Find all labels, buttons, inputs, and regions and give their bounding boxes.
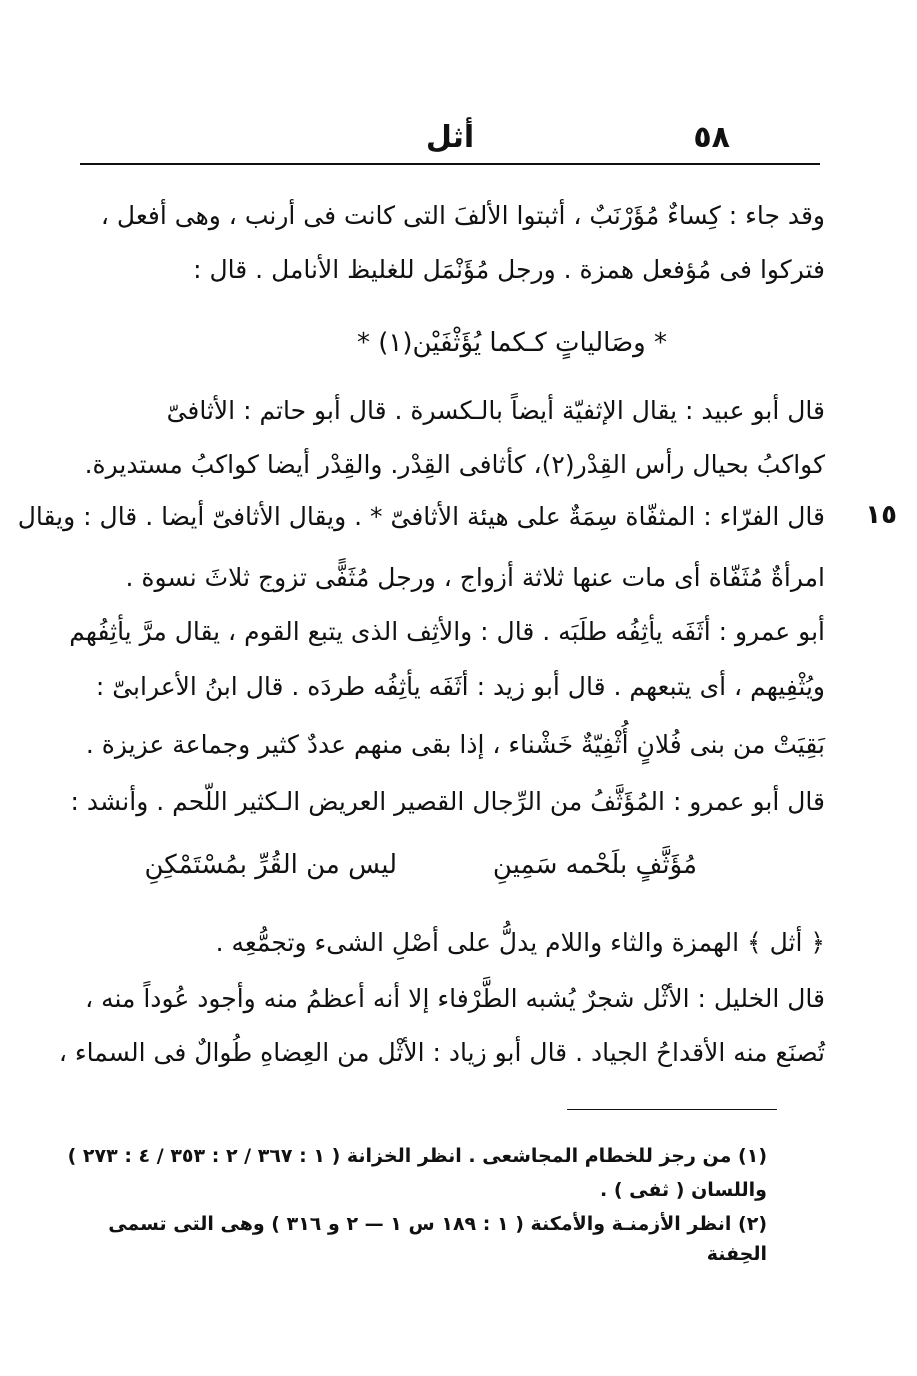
verse-2-second-hemistich: مُؤَثَّفٍ بلَحْمه سَمِينِ xyxy=(492,850,697,880)
text-line-6: امرأةٌ مُثَفّاة أى مات عنها ثلاثة أزواج ، ورجل مُثَفًّى تزوج ثلاثَ نسوة . xyxy=(125,563,825,592)
page-header xyxy=(80,112,820,162)
text-line-5: قال الفرّاء : المثفّاة سِمَةٌ على هيئة الأثافىّ * . ويقال الأثافىّ أيضا . قال : ويقال xyxy=(17,502,825,531)
text-line-9: بَقِيَتْ من بنى فُلانٍ أُثْفِيّةٌ خَشْناء ، إذا بقى منهم عددٌ كثير وجماعة عزيزة . xyxy=(85,730,825,759)
text-line-12: تُصنَع منه الأقداحُ الجياد . قال أبو زياد : الأثْل من العِضاهِ طُوالٌ فى السماء ، xyxy=(58,1038,825,1067)
verse-2-first-hemistich: ليس من القُرِّ بمُسْتَمْكِنِ xyxy=(144,850,397,880)
footnote-2-line-1: (٢) انظر الأزمنـة والأمكنة ( ١ : ١٨٩ س ١ — ٢ و ٣١٦ ) وهى التى تسمى xyxy=(108,1213,767,1235)
text-line-2: فتركوا فى مُؤفعل همزة . ورجل مُؤَنْمَل للغليظ الأنامل . قال : xyxy=(193,255,825,284)
footnote-1-line-2: واللسان ( ثفى ) . xyxy=(600,1179,767,1201)
text-line-10: قال أبو عمرو : المُؤَثَّفُ من الرِّجال القصير العريض الـكثير اللّحم . وأنشد : xyxy=(70,787,825,816)
verse-1: * وصَالياتٍ كـكما يُؤَثْفَيْن(١) * xyxy=(356,328,667,358)
footnote-1-line-1: (١) من رجز للخطام المجاشعى . انظر الخزانة ( ١ : ٣٦٧ / ٢ : ٣٥٣ / ٤ : ٢٧٣ ) xyxy=(67,1145,767,1167)
text-line-8: ويُثْفِيهم ، أى يتبعهم . قال أبو زيد : أثَفَه يأثِفُه طردَه . قال ابنُ الأعرابىّ : xyxy=(95,672,825,701)
header-rule xyxy=(80,163,820,165)
page-number: ٥٨ xyxy=(693,120,730,155)
text-line-1: وقد جاء : كِساءٌ مُؤَرْنَبٌ ، أثبتوا الألفَ التى كانت فى أرنب ، وهى أفعل ، xyxy=(100,201,825,230)
running-head: أثل xyxy=(425,120,475,155)
text-line-4: كواكبُ بحيال رأس القِدْر(٢)، كأثافى القِدْر. والقِدْر أيضا كواكبُ مستديرة. xyxy=(84,450,825,479)
text-line-11: قال الخليل : الأثْل شجرٌ يُشبه الطَّرْفاء إلا أنه أعظمُ منه وأجود عُوداً منه ، xyxy=(85,984,825,1013)
text-line-3: قال أبو عبيد : يقال الإثفيّة أيضاً بالـكسرة . قال أبو حاتم : الأثافىّ xyxy=(166,396,825,425)
text-line-7: أبو عمرو : أثَفَه يأثِفُه طلَبَه . قال : والأثِف الذى يتبع القوم ، يقال مرَّ يأثِفُهم xyxy=(69,617,825,646)
entry-head-line: ﴿ أثل ﴾ الهمزة والثاء واللام يدلُّ على أصْلِ الشىء وتجمُّعِه . xyxy=(215,928,825,957)
footnote-2-line-2: الحِفنة xyxy=(706,1243,767,1265)
line-number: ١٥ xyxy=(865,500,897,530)
footnote-rule xyxy=(567,1109,777,1110)
